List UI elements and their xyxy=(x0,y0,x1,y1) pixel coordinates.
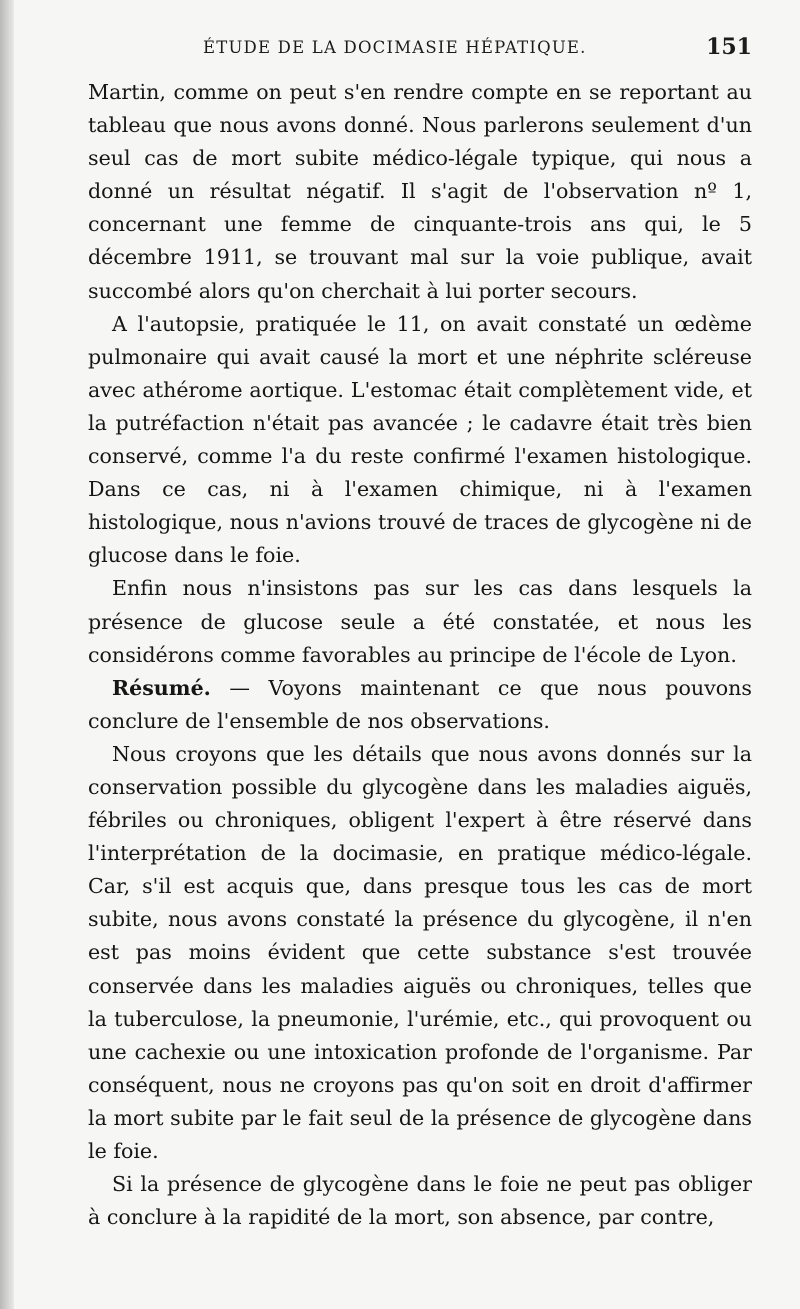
paragraph-6: Si la présence de glycogène dans le foie ne peut pas obliger à conclure à la rapidité de la mort, son absence, par contre, xyxy=(88,1172,752,1230)
running-title: ÉTUDE DE LA DOCIMASIE HÉPATIQUE. xyxy=(203,38,587,57)
resume-text: — Voyons maintenant ce que nous pouvons conclure de l'ensemble de nos observations. xyxy=(88,675,752,733)
binding-shadow xyxy=(0,0,14,1309)
page-number: 151 xyxy=(706,34,752,60)
paragraph-5: Nous croyons que les détails que nous avons donnés sur la conservation possible du glycogène dans les maladies aiguës, fébriles ou chroniques, obligent l'expert à être réservé dans l'interprétation de la docimasie, en pratique médico-légale. Car, s'il est acquis que, dans presque tous les cas de mort subite, nous avons constaté la présence du glycogène, il n'en est pas moins évident que cette substance s'est trouvée conservée dans les maladies aiguës ou chroniques, telles que la tuberculose, la pneumonie, l'urémie, etc., qui provoquent ou une cachexie ou une intoxication profonde de l'organisme. Par conséquent, nous ne croyons pas qu'on soit en droit d'affirmer la mort subite par le fait seul de la présence de glycogène dans le foie. xyxy=(88,741,752,1163)
page-header xyxy=(88,34,752,64)
paragraph-1: Martin, comme on peut s'en rendre compte en se reportant au tableau que nous avons donné. Nous parlerons seulement d'un seul cas de mort subite médico-légale typique, qui nous a donné un résultat négatif. Il s'agit de l'observation nº 1, concernant une femme de cinquante-trois ans qui, le 5 décembre 1911, se trouvant mal sur la voie publique, avait succombé alors qu'on cherchait à lui porter secours. xyxy=(88,80,752,303)
resume-heading: Résumé. xyxy=(112,675,211,700)
paragraph-2: A l'autopsie, pratiquée le 11, on avait constaté un œdème pulmonaire qui avait causé la mort et une néphrite scléreuse avec athérome aortique. L'estomac était complètement vide, et la putréfaction n'était pas avancée ; le cadavre était très bien conservé, comme l'a du reste confirmé l'examen histologique. Dans ce cas, ni à l'examen chimique, ni à l'examen histologique, nous n'avions trouvé de traces de glycogène ni de glucose dans le foie. xyxy=(88,311,752,568)
body-text xyxy=(88,76,752,1234)
paragraph-4 xyxy=(88,672,752,738)
paragraph-3: Enfin nous n'insistons pas sur les cas dans lesquels la présence de glucose seule a été constatée, et nous les considérons comme favorables au principe de l'école de Lyon. xyxy=(88,576,752,667)
